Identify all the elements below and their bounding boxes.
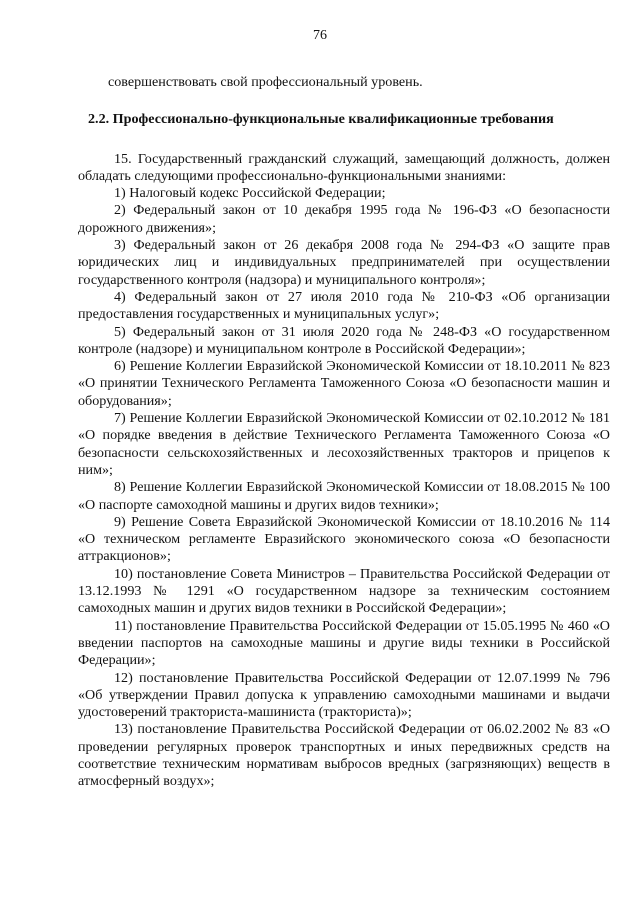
- intro-paragraph: 15. Государственный гражданский служащий, замещающий должность, должен обладать следующими профессионально-функциональными знаниями:: [78, 150, 610, 184]
- page-content: [78, 74, 610, 791]
- list-item: 13) постановление Правительства Российской Федерации от 06.02.2002 № 83 «О проведении регулярных проверок транспортных и иных передвижных средств на соответствие техническим нормативам выбросов вредных (загрязняющих) веществ в атмосферный воздух»;: [78, 721, 610, 790]
- lead-text: совершенствовать свой профессиональный уровень.: [108, 74, 423, 90]
- list-item: 10) постановление Совета Министров – Правительства Российской Федерации от 13.12.1993 № 1291 «О государственном надзоре за техническим состоянием самоходных машин и других видов техники в Российской Федерации»;: [78, 565, 610, 617]
- knowledge-list: [78, 185, 610, 790]
- list-item: 9) Решение Совета Евразийской Экономической Комиссии от 18.10.2016 № 114 «О техническом регламенте Евразийского экономического союза «О безопасности аттракционов»;: [78, 513, 610, 565]
- list-item: 8) Решение Коллегии Евразийской Экономической Комиссии от 18.08.2015 № 100 «О паспорте самоходной машины и других видов техники»;: [78, 479, 610, 513]
- page-number: 76: [313, 28, 327, 43]
- list-item: 6) Решение Коллегии Евразийской Экономической Комиссии от 18.10.2011 № 823 «О принятии Технического Регламента Таможенного Союза «О безопасности машин и оборудования»;: [78, 358, 610, 409]
- list-item: 4) Федеральный закон от 27 июля 2010 года № 210-ФЗ «Об организации предоставления государственных и муниципальных услуг»;: [78, 288, 610, 323]
- list-item: 7) Решение Коллегии Евразийской Экономической Комиссии от 02.10.2012 № 181 «О порядке введения в действие Технического Регламента Таможенного Союза «О безопасности сельскохозяйственных и лесохозяйственных тракторов и прицепов к ним»;: [78, 410, 610, 478]
- list-item: 3) Федеральный закон от 26 декабря 2008 года № 294-ФЗ «О защите прав юридических лиц и индивидуальных предпринимателей при осуществлении государственного контроля (надзора) и муниципального контроля»;: [78, 237, 610, 288]
- list-item: 2) Федеральный закон от 10 декабря 1995 года № 196-ФЗ «О безопасности дорожного движения»;: [78, 202, 610, 236]
- list-item: 5) Федеральный закон от 31 июля 2020 года № 248-ФЗ «О государственном контроле (надзоре) и муниципальном контроле в Российской Федерации»;: [78, 323, 610, 357]
- section-heading: 2.2. Профессионально-функциональные квалификационные требования: [88, 111, 554, 128]
- list-item: 11) постановление Правительства Российской Федерации от 15.05.1995 № 460 «О введении паспортов на самоходные машины и другие виды техники в Российской Федерации»;: [78, 617, 610, 669]
- list-item: 12) постановление Правительства Российской Федерации от 12.07.1999 № 796 «Об утверждении Правил допуска к управлению самоходными машинами и выдачи удостоверений тракториста-машиниста (тракториста)»;: [78, 669, 610, 721]
- list-item: 1) Налоговый кодекс Российской Федерации;: [114, 185, 386, 202]
